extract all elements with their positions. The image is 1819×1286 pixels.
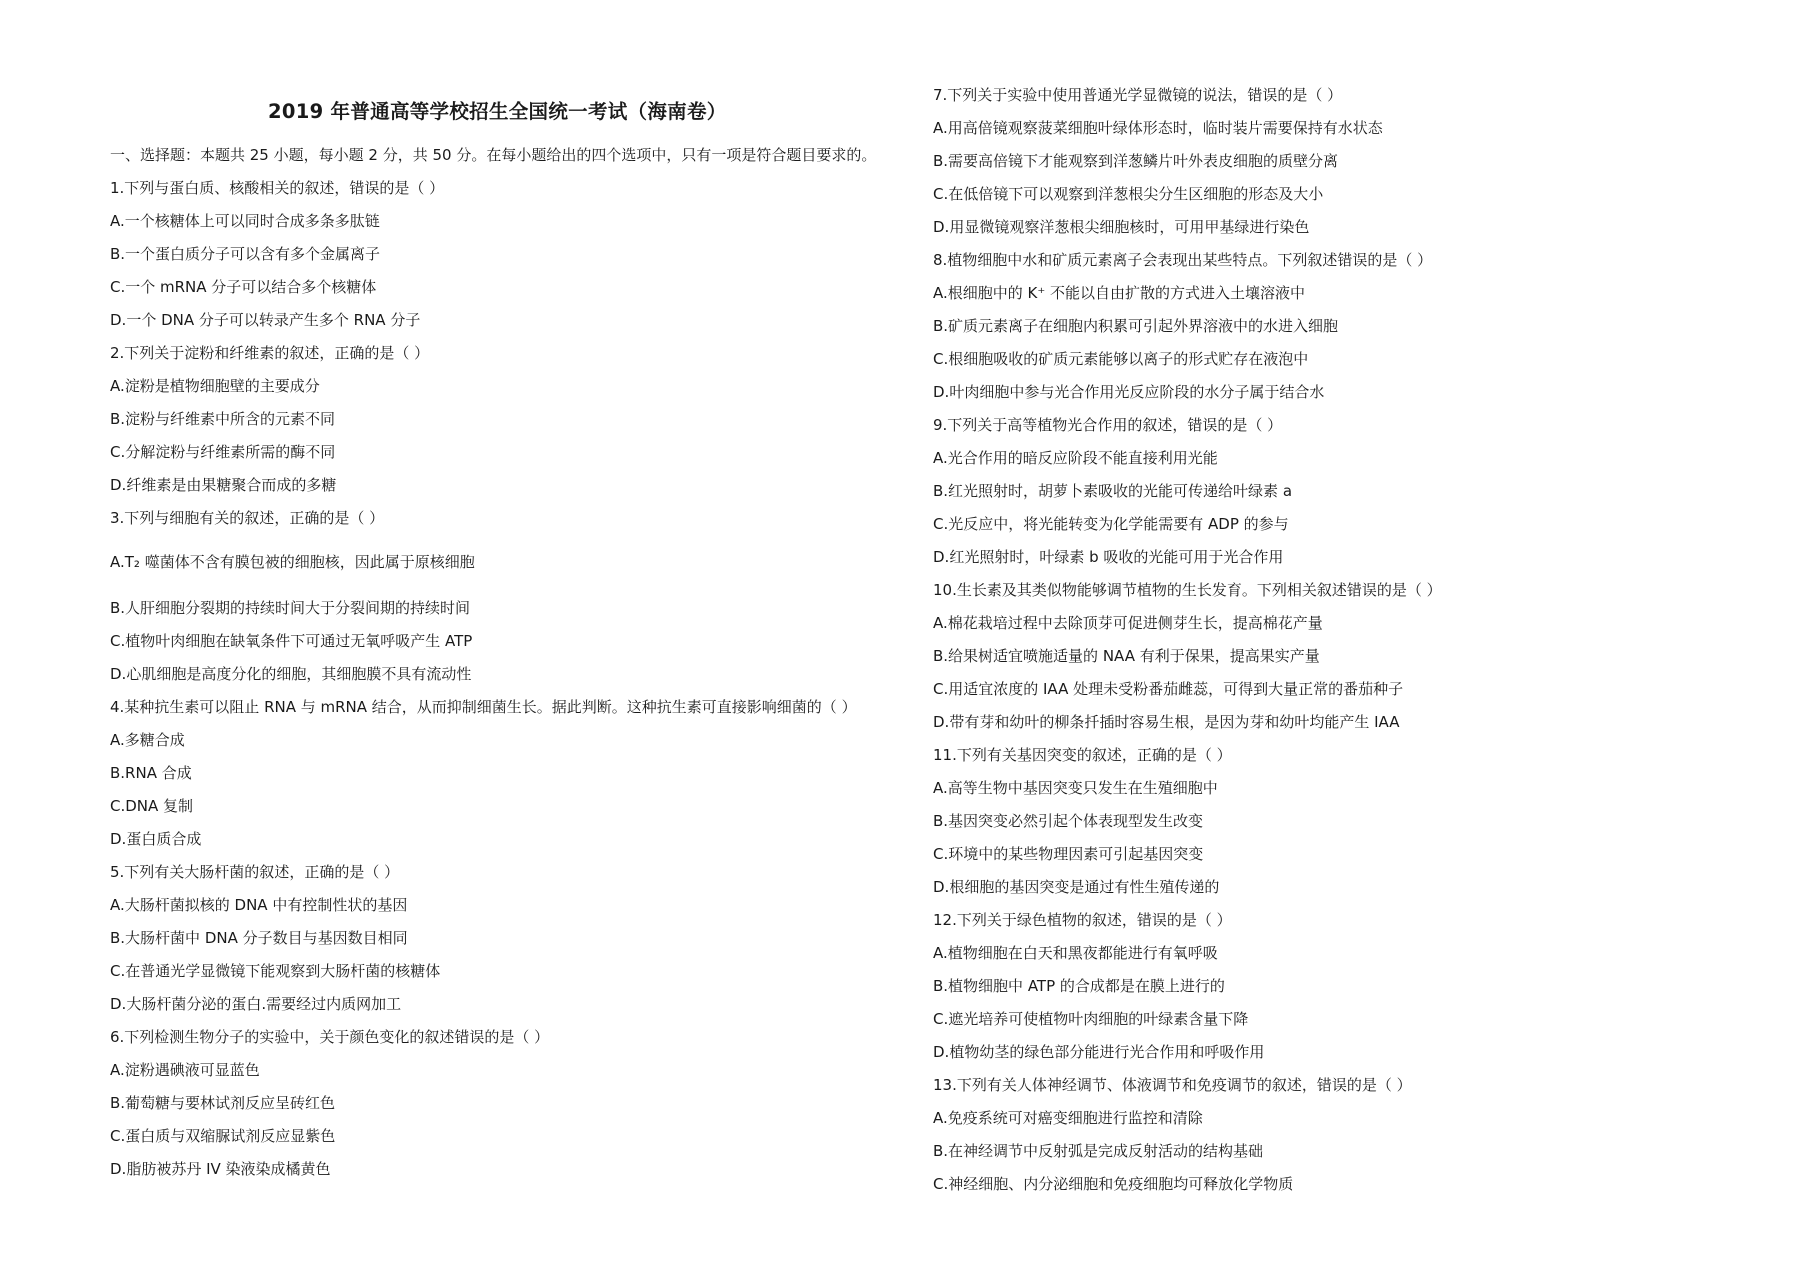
q7-option-c: C.在低倍镜下可以观察到洋葱根尖分生区细胞的形态及大小: [933, 185, 1324, 203]
q2-option-c: C.分解淀粉与纤维素所需的酶不同: [110, 443, 336, 461]
q11-option-a: A.高等生物中基因突变只发生在生殖细胞中: [933, 779, 1218, 797]
question-7-stem: 7.下列关于实验中使用普通光学显微镜的说法，错误的是（ ）: [933, 86, 1343, 104]
q9-option-d: D.红光照射时，叶绿素 b 吸收的光能可用于光合作用: [933, 548, 1284, 566]
question-10-stem: 10.生长素及其类似物能够调节植物的生长发育。下列相关叙述错误的是（ ）: [933, 581, 1442, 599]
q1-option-a: A.一个核糖体上可以同时合成多条多肽链: [110, 212, 380, 230]
q10-option-b: B.给果树适宜喷施适量的 NAA 有利于保果，提高果实产量: [933, 647, 1320, 665]
q11-option-d: D.根细胞的基因突变是通过有性生殖传递的: [933, 878, 1220, 896]
question-8-stem: 8.植物细胞中水和矿质元素离子会表现出某些特点。下列叙述错误的是（ ）: [933, 251, 1433, 269]
q6-option-b: B.葡萄糖与要林试剂反应呈砖红色: [110, 1094, 336, 1112]
q3-option-a: A.T₂ 噬菌体不含有膜包被的细胞核，因此属于原核细胞: [110, 553, 475, 571]
q1-option-d: D.一个 DNA 分子可以转录产生多个 RNA 分子: [110, 311, 421, 329]
q4-option-a: A.多糖合成: [110, 731, 185, 749]
q12-option-a: A.植物细胞在白天和黑夜都能进行有氧呼吸: [933, 944, 1218, 962]
q10-option-d: D.带有芽和幼叶的柳条扦插时容易生根，是因为芽和幼叶均能产生 IAA: [933, 713, 1400, 731]
q8-option-a: A.根细胞中的 K⁺ 不能以自由扩散的方式进入土壤溶液中: [933, 284, 1306, 302]
q5-option-d: D.大肠杆菌分泌的蛋白.需要经过内质网加工: [110, 995, 402, 1013]
question-13-stem: 13.下列有关人体神经调节、体液调节和免疫调节的叙述，错误的是（ ）: [933, 1076, 1412, 1094]
q9-option-a: A.光合作用的暗反应阶段不能直接利用光能: [933, 449, 1218, 467]
question-12-stem: 12.下列关于绿色植物的叙述，错误的是（ ）: [933, 911, 1232, 929]
question-1-stem: 1.下列与蛋白质、核酸相关的叙述，错误的是（ ）: [110, 179, 445, 197]
question-3-stem: 3.下列与细胞有关的叙述，正确的是（ ）: [110, 509, 385, 527]
q1-option-b: B.一个蛋白质分子可以含有多个金属离子: [110, 245, 381, 263]
q4-option-b: B.RNA 合成: [110, 764, 192, 782]
q7-option-a: A.用高倍镜观察菠菜细胞叶绿体形态时，临时装片需要保持有水状态: [933, 119, 1383, 137]
q11-option-b: B.基因突变必然引起个体表现型发生改变: [933, 812, 1204, 830]
q7-option-d: D.用显微镜观察洋葱根尖细胞核时，可用甲基绿进行染色: [933, 218, 1310, 236]
section-heading: 一、选择题：本题共 25 小题，每小题 2 分，共 50 分。在每小题给出的四个选项中，只有一项是符合题目要求的。: [110, 146, 877, 164]
q2-option-d: D.纤维素是由果糖聚合而成的多糖: [110, 476, 337, 494]
q9-option-c: C.光反应中，将光能转变为化学能需要有 ADP 的参与: [933, 515, 1289, 533]
question-11-stem: 11.下列有关基因突变的叙述，正确的是（ ）: [933, 746, 1232, 764]
q5-option-b: B.大肠杆菌中 DNA 分子数目与基因数目相同: [110, 929, 408, 947]
q8-option-b: B.矿质元素离子在细胞内积累可引起外界溶液中的水进入细胞: [933, 317, 1339, 335]
question-4-stem: 4.某种抗生素可以阻止 RNA 与 mRNA 结合，从而抑制细菌生长。据此判断。这种抗生素可直接影响细菌的（ ）: [110, 698, 857, 716]
q6-option-d: D.脂肪被苏丹 IV 染液染成橘黄色: [110, 1160, 331, 1178]
q4-option-d: D.蛋白质合成: [110, 830, 202, 848]
q10-option-c: C.用适宜浓度的 IAA 处理未受粉番茄雌蕊，可得到大量正常的番茄种子: [933, 680, 1404, 698]
question-5-stem: 5.下列有关大肠杆菌的叙述，正确的是（ ）: [110, 863, 400, 881]
q10-option-a: A.棉花栽培过程中去除顶芽可促进侧芽生长，提高棉花产量: [933, 614, 1323, 632]
q13-option-a: A.免疫系统可对癌变细胞进行监控和清除: [933, 1109, 1203, 1127]
question-2-stem: 2.下列关于淀粉和纤维素的叙述，正确的是（ ）: [110, 344, 430, 362]
q11-option-c: C.环境中的某些物理因素可引起基因突变: [933, 845, 1204, 863]
q5-option-c: C.在普通光学显微镜下能观察到大肠杆菌的核糖体: [110, 962, 441, 980]
q3-option-d: D.心肌细胞是高度分化的细胞，其细胞膜不具有流动性: [110, 665, 472, 683]
q3-option-b: B.人肝细胞分裂期的持续时间大于分裂间期的持续时间: [110, 599, 471, 617]
question-9-stem: 9.下列关于高等植物光合作用的叙述，错误的是（ ）: [933, 416, 1283, 434]
q13-option-c: C.神经细胞、内分泌细胞和免疫细胞均可释放化学物质: [933, 1175, 1294, 1193]
question-6-stem: 6.下列检测生物分子的实验中，关于颜色变化的叙述错误的是（ ）: [110, 1028, 550, 1046]
q9-option-b: B.红光照射时，胡萝卜素吸收的光能可传递给叶绿素 a: [933, 482, 1293, 500]
q12-option-d: D.植物幼茎的绿色部分能进行光合作用和呼吸作用: [933, 1043, 1265, 1061]
q3-option-c: C.植物叶肉细胞在缺氧条件下可通过无氧呼吸产生 ATP: [110, 632, 473, 650]
q12-option-b: B.植物细胞中 ATP 的合成都是在膜上进行的: [933, 977, 1225, 995]
q5-option-a: A.大肠杆菌拟核的 DNA 中有控制性状的基因: [110, 896, 408, 914]
q12-option-c: C.遮光培养可使植物叶肉细胞的叶绿素含量下降: [933, 1010, 1249, 1028]
q8-option-d: D.叶肉细胞中参与光合作用光反应阶段的水分子属于结合水: [933, 383, 1325, 401]
q6-option-c: C.蛋白质与双缩脲试剂反应显紫色: [110, 1127, 336, 1145]
q2-option-a: A.淀粉是植物细胞壁的主要成分: [110, 377, 320, 395]
q13-option-b: B.在神经调节中反射弧是完成反射活动的结构基础: [933, 1142, 1264, 1160]
exam-title: 2019 年普通高等学校招生全国统一考试（海南卷）: [268, 100, 727, 123]
q7-option-b: B.需要高倍镜下才能观察到洋葱鳞片叶外表皮细胞的质壁分离: [933, 152, 1339, 170]
q1-option-c: C.一个 mRNA 分子可以结合多个核糖体: [110, 278, 377, 296]
q6-option-a: A.淀粉遇碘液可显蓝色: [110, 1061, 260, 1079]
q8-option-c: C.根细胞吸收的矿质元素能够以离子的形式贮存在液泡中: [933, 350, 1309, 368]
q4-option-c: C.DNA 复制: [110, 797, 194, 815]
q2-option-b: B.淀粉与纤维素中所含的元素不同: [110, 410, 336, 428]
